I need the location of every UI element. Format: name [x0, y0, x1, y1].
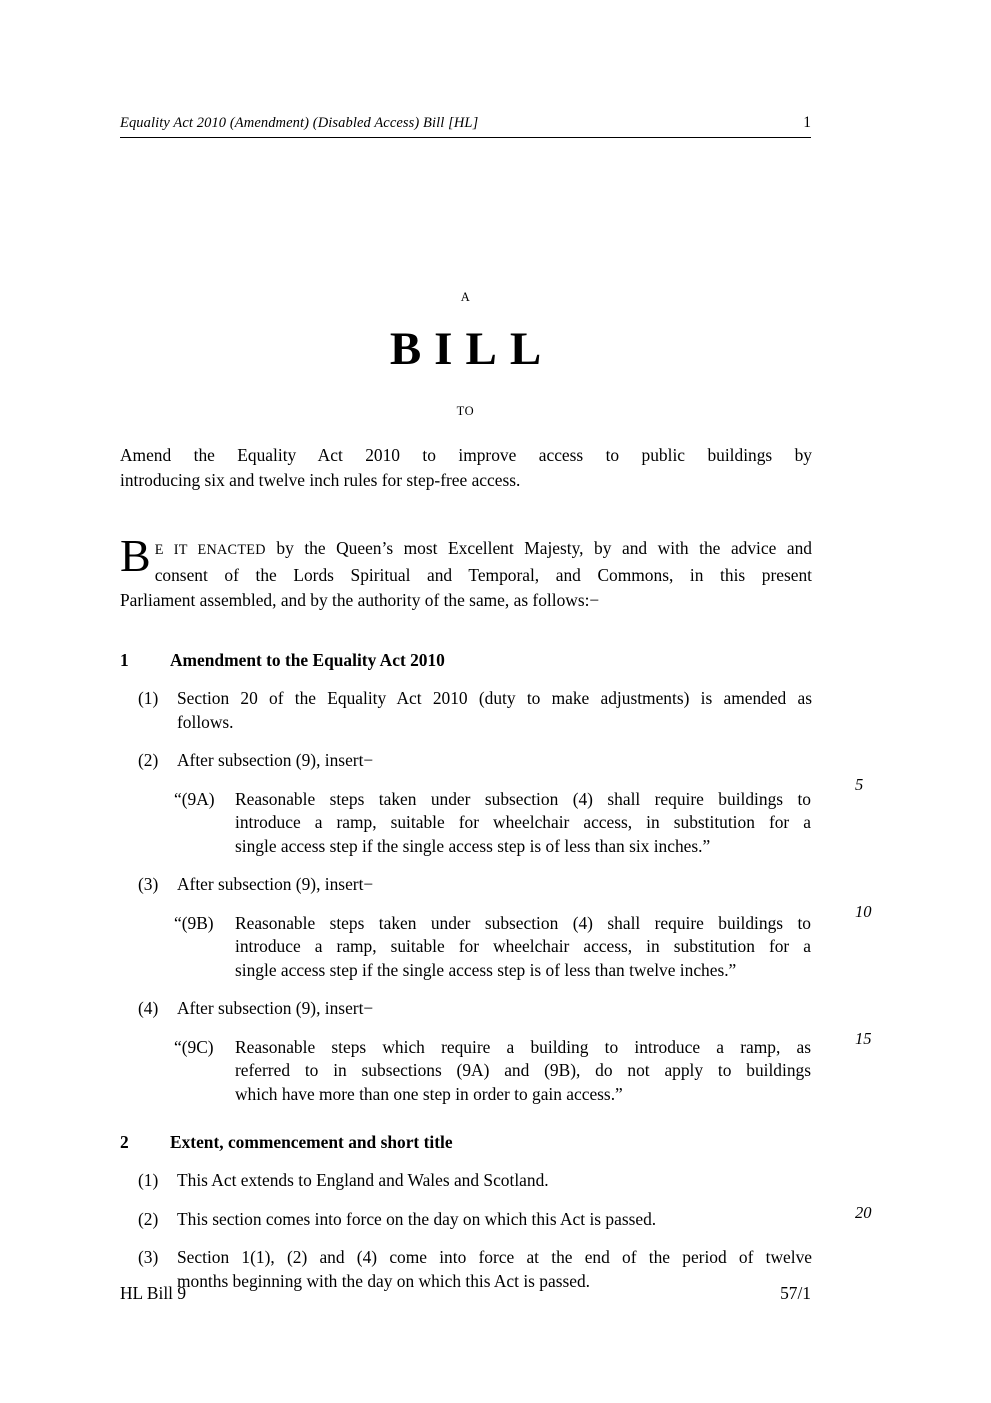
title-block	[120, 290, 811, 419]
header-bill-title: Equality Act 2010 (Amendment) (Disabled Access) Bill [HL]	[120, 115, 479, 131]
clause-2-subsection-1-text: This Act extends to England and Wales and Scotland.	[177, 1170, 549, 1190]
clause-1	[120, 650, 880, 1106]
inserted-subsection-9b-line-1: Reasonable steps taken under subsection (4) shall require buildings to	[235, 912, 811, 933]
line-number-5: 5	[855, 775, 864, 794]
inserted-subsection-9b-line-3: single access step if the single access step is of less than twelve inches.”	[235, 959, 737, 980]
clause-2	[120, 1132, 880, 1293]
inserted-subsection-9c-line-1: Reasonable steps which require a building to introduce a ramp, as	[235, 1036, 811, 1057]
enacting-line-3: Parliament assembled, and by the authority of the same, as follows:−	[120, 590, 600, 610]
clause-2-heading	[120, 1132, 880, 1153]
clause-1-subsection-3-text: After subsection (9), insert−	[177, 874, 374, 894]
inserted-subsection-9c-line-2: referred to in subsections (9A) and (9B), do not apply to buildings	[235, 1060, 811, 1080]
clause-1-number: 1	[120, 650, 129, 670]
enacting-formula	[120, 530, 812, 613]
header-page-number: 1	[803, 114, 811, 131]
line-number-15: 15	[855, 1029, 872, 1048]
inserted-subsection-9a	[120, 788, 880, 859]
inserted-subsection-9c-line-3: which have more than one step in order to gain access.”	[235, 1083, 623, 1104]
line-number-10: 10	[855, 902, 872, 921]
inserted-subsection-9a-line-3: single access step if the single access step is of less than six inches.”	[235, 835, 711, 856]
clause-1-subsection-2	[120, 749, 880, 773]
clause-2-subsection-3-line-2: months beginning with the day on which this Act is passed.	[177, 1270, 590, 1291]
inserted-subsection-9a-line-2: introduce a ramp, suitable for wheelchair access, in substitution for a	[235, 812, 811, 832]
clause-2-subsection-1	[120, 1169, 880, 1193]
page-footer	[120, 1283, 811, 1304]
line-number-20: 20	[855, 1203, 872, 1222]
enacting-small-caps: E IT ENACTED	[154, 542, 266, 558]
clause-2-subsection-2	[120, 1208, 880, 1232]
enacting-line-2: consent of the Lords Spiritual and Temporal, and Commons, in this present	[154, 565, 812, 585]
enacting-drop-cap: B	[120, 530, 151, 581]
enacting-line-1	[120, 536, 812, 563]
clause-2-subsection-3-number: (3)	[138, 1247, 159, 1267]
clause-1-subsection-4	[120, 997, 880, 1021]
clause-1-subsection-1	[120, 687, 880, 734]
clause-2-title: Extent, commencement and short title	[170, 1132, 453, 1152]
clause-1-heading	[120, 650, 880, 671]
clause-1-subsection-1-number: (1)	[138, 688, 159, 708]
long-title-line-2: introducing six and twelve inch rules for step-free access.	[120, 470, 521, 490]
clause-1-subsection-2-text: After subsection (9), insert−	[177, 750, 374, 770]
clause-1-subsection-1-line-1: Section 20 of the Equality Act 2010 (duty to make adjustments) is amended as	[177, 688, 812, 708]
clause-2-subsection-1-number: (1)	[138, 1170, 159, 1190]
inserted-subsection-9c-number: “(9C)	[174, 1036, 214, 1057]
long-title	[120, 443, 812, 493]
clause-1-subsection-3	[120, 873, 880, 897]
clause-2-subsection-3-line-1: Section 1(1), (2) and (4) come into force at the end of the period of twelve	[177, 1247, 812, 1267]
clause-2-subsection-2-text: This section comes into force on the day on which this Act is passed.	[177, 1208, 657, 1229]
long-title-line-1: Amend the Equality Act 2010 to improve access to public buildings by	[120, 445, 812, 465]
inserted-subsection-9b-number: “(9B)	[174, 912, 214, 933]
clause-1-title: Amendment to the Equality Act 2010	[170, 650, 445, 670]
inserted-subsection-9b-line-2: introduce a ramp, suitable for wheelchair access, in substitution for a	[235, 936, 811, 956]
clause-1-subsection-1-line-2: follows.	[177, 711, 234, 732]
inserted-subsection-9c	[120, 1036, 880, 1107]
clause-2-number: 2	[120, 1132, 129, 1152]
running-header	[120, 114, 811, 138]
inserted-subsection-9b	[120, 912, 880, 983]
title-bill-word: BILL	[389, 323, 555, 375]
title-article: A	[460, 290, 471, 304]
clause-1-subsection-4-number: (4)	[138, 998, 159, 1018]
enacting-line-1-rest: by the Queen’s most Excellent Majesty, by and with the advice and	[265, 538, 812, 558]
footer-print-number: 57/1	[780, 1283, 811, 1303]
clause-2-subsection-2-number: (2)	[138, 1208, 159, 1229]
inserted-subsection-9a-line-1: Reasonable steps taken under subsection (4) shall require buildings to	[235, 788, 811, 809]
inserted-subsection-9a-number: “(9A)	[174, 788, 215, 809]
clause-1-subsection-4-text: After subsection (9), insert−	[177, 998, 374, 1018]
footer-bill-number: HL Bill 9	[120, 1283, 187, 1303]
clause-1-subsection-2-number: (2)	[138, 750, 159, 770]
title-to-word: TO	[456, 404, 475, 418]
clause-1-subsection-3-number: (3)	[138, 874, 159, 894]
bill-body	[120, 650, 880, 1308]
